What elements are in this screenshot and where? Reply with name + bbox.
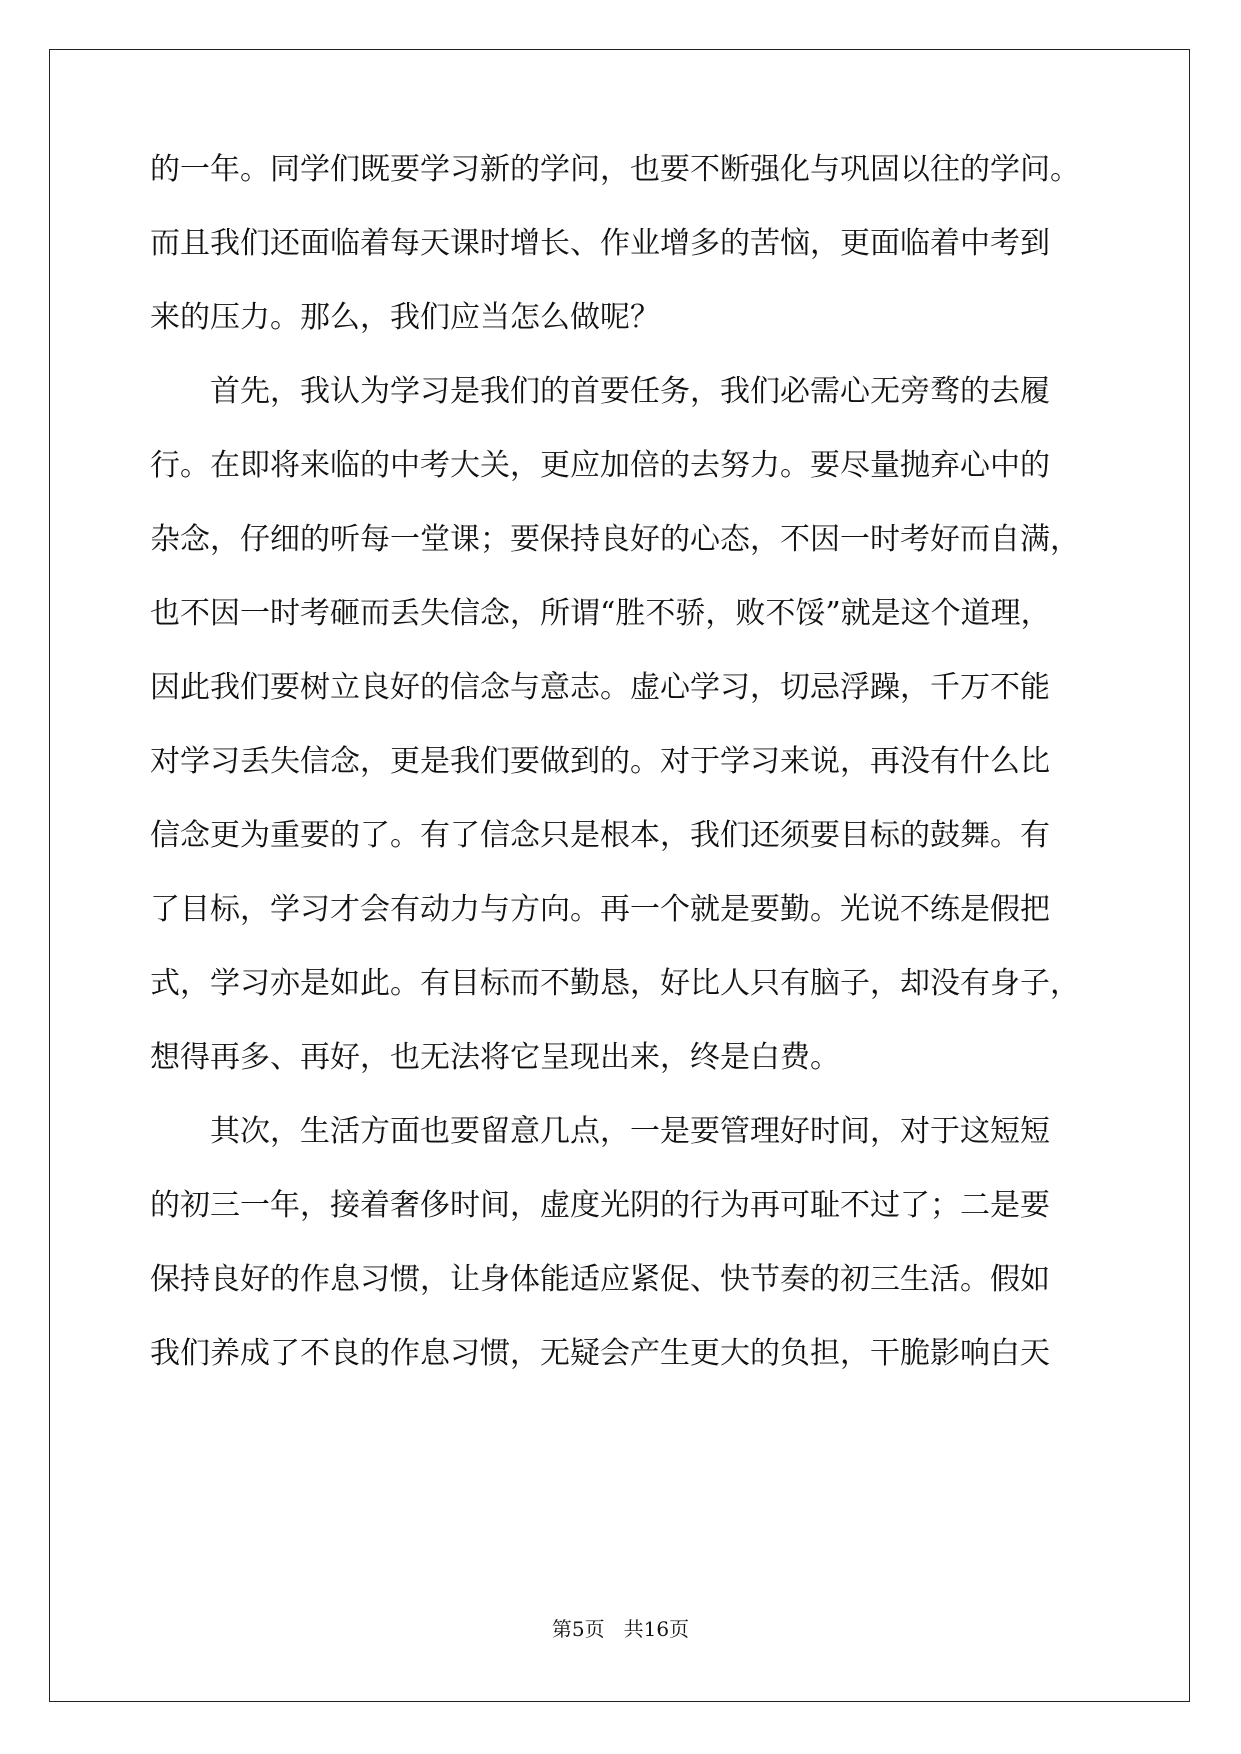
paragraph-first-line: 首先，我认为学习是我们的首要任务，我们必需心无旁骛的去履 bbox=[210, 374, 1050, 409]
paragraph-first-line: 其次，生活方面也要留意几点，一是要管理好时间，对于这短短 bbox=[210, 1114, 1050, 1149]
text-line: 杂念，仔细的听每一堂课；要保持良好的心态，不因一时考好而自满， bbox=[150, 522, 1080, 557]
text-line: 的初三一年，接着奢侈时间，虚度光阴的行为再可耻不过了；二是要 bbox=[150, 1188, 1050, 1223]
page-border bbox=[49, 49, 1190, 1702]
text-line: 的一年。同学们既要学习新的学问，也要不断强化与巩固以往的学问。 bbox=[150, 152, 1080, 187]
text-line: 也不因一时考砸而丢失信念，所谓“胜不骄，败不馁”就是这个道理， bbox=[150, 596, 1051, 631]
text-line: 想得再多、再好，也无法将它呈现出来，终是白费。 bbox=[150, 1040, 840, 1075]
text-line: 行。在即将来临的中考大关，更应加倍的去努力。要尽量抛弃心中的 bbox=[150, 448, 1050, 483]
text-line: 而且我们还面临着每天课时增长、作业增多的苦恼，更面临着中考到 bbox=[150, 226, 1050, 261]
text-line: 对学习丢失信念，更是我们要做到的。对于学习来说，再没有什么比 bbox=[150, 744, 1050, 779]
text-line: 保持良好的作息习惯，让身体能适应紧促、快节奏的初三生活。假如 bbox=[150, 1262, 1050, 1297]
text-line: 因此我们要树立良好的信念与意志。虚心学习，切忌浮躁，千万不能 bbox=[150, 670, 1050, 705]
text-line: 了目标，学习才会有动力与方向。再一个就是要勤。光说不练是假把 bbox=[150, 892, 1050, 927]
text-line: 式，学习亦是如此。有目标而不勤恳，好比人只有脑子，却没有身子， bbox=[150, 966, 1080, 1001]
text-line: 来的压力。那么，我们应当怎么做呢？ bbox=[150, 300, 660, 335]
text-line: 我们养成了不良的作息习惯，无疑会产生更大的负担，干脆影响白天 bbox=[150, 1336, 1050, 1371]
text-line: 信念更为重要的了。有了信念只是根本，我们还须要目标的鼓舞。有 bbox=[150, 818, 1050, 853]
page-number-footer: 第5页 共16页 bbox=[551, 1617, 690, 1641]
